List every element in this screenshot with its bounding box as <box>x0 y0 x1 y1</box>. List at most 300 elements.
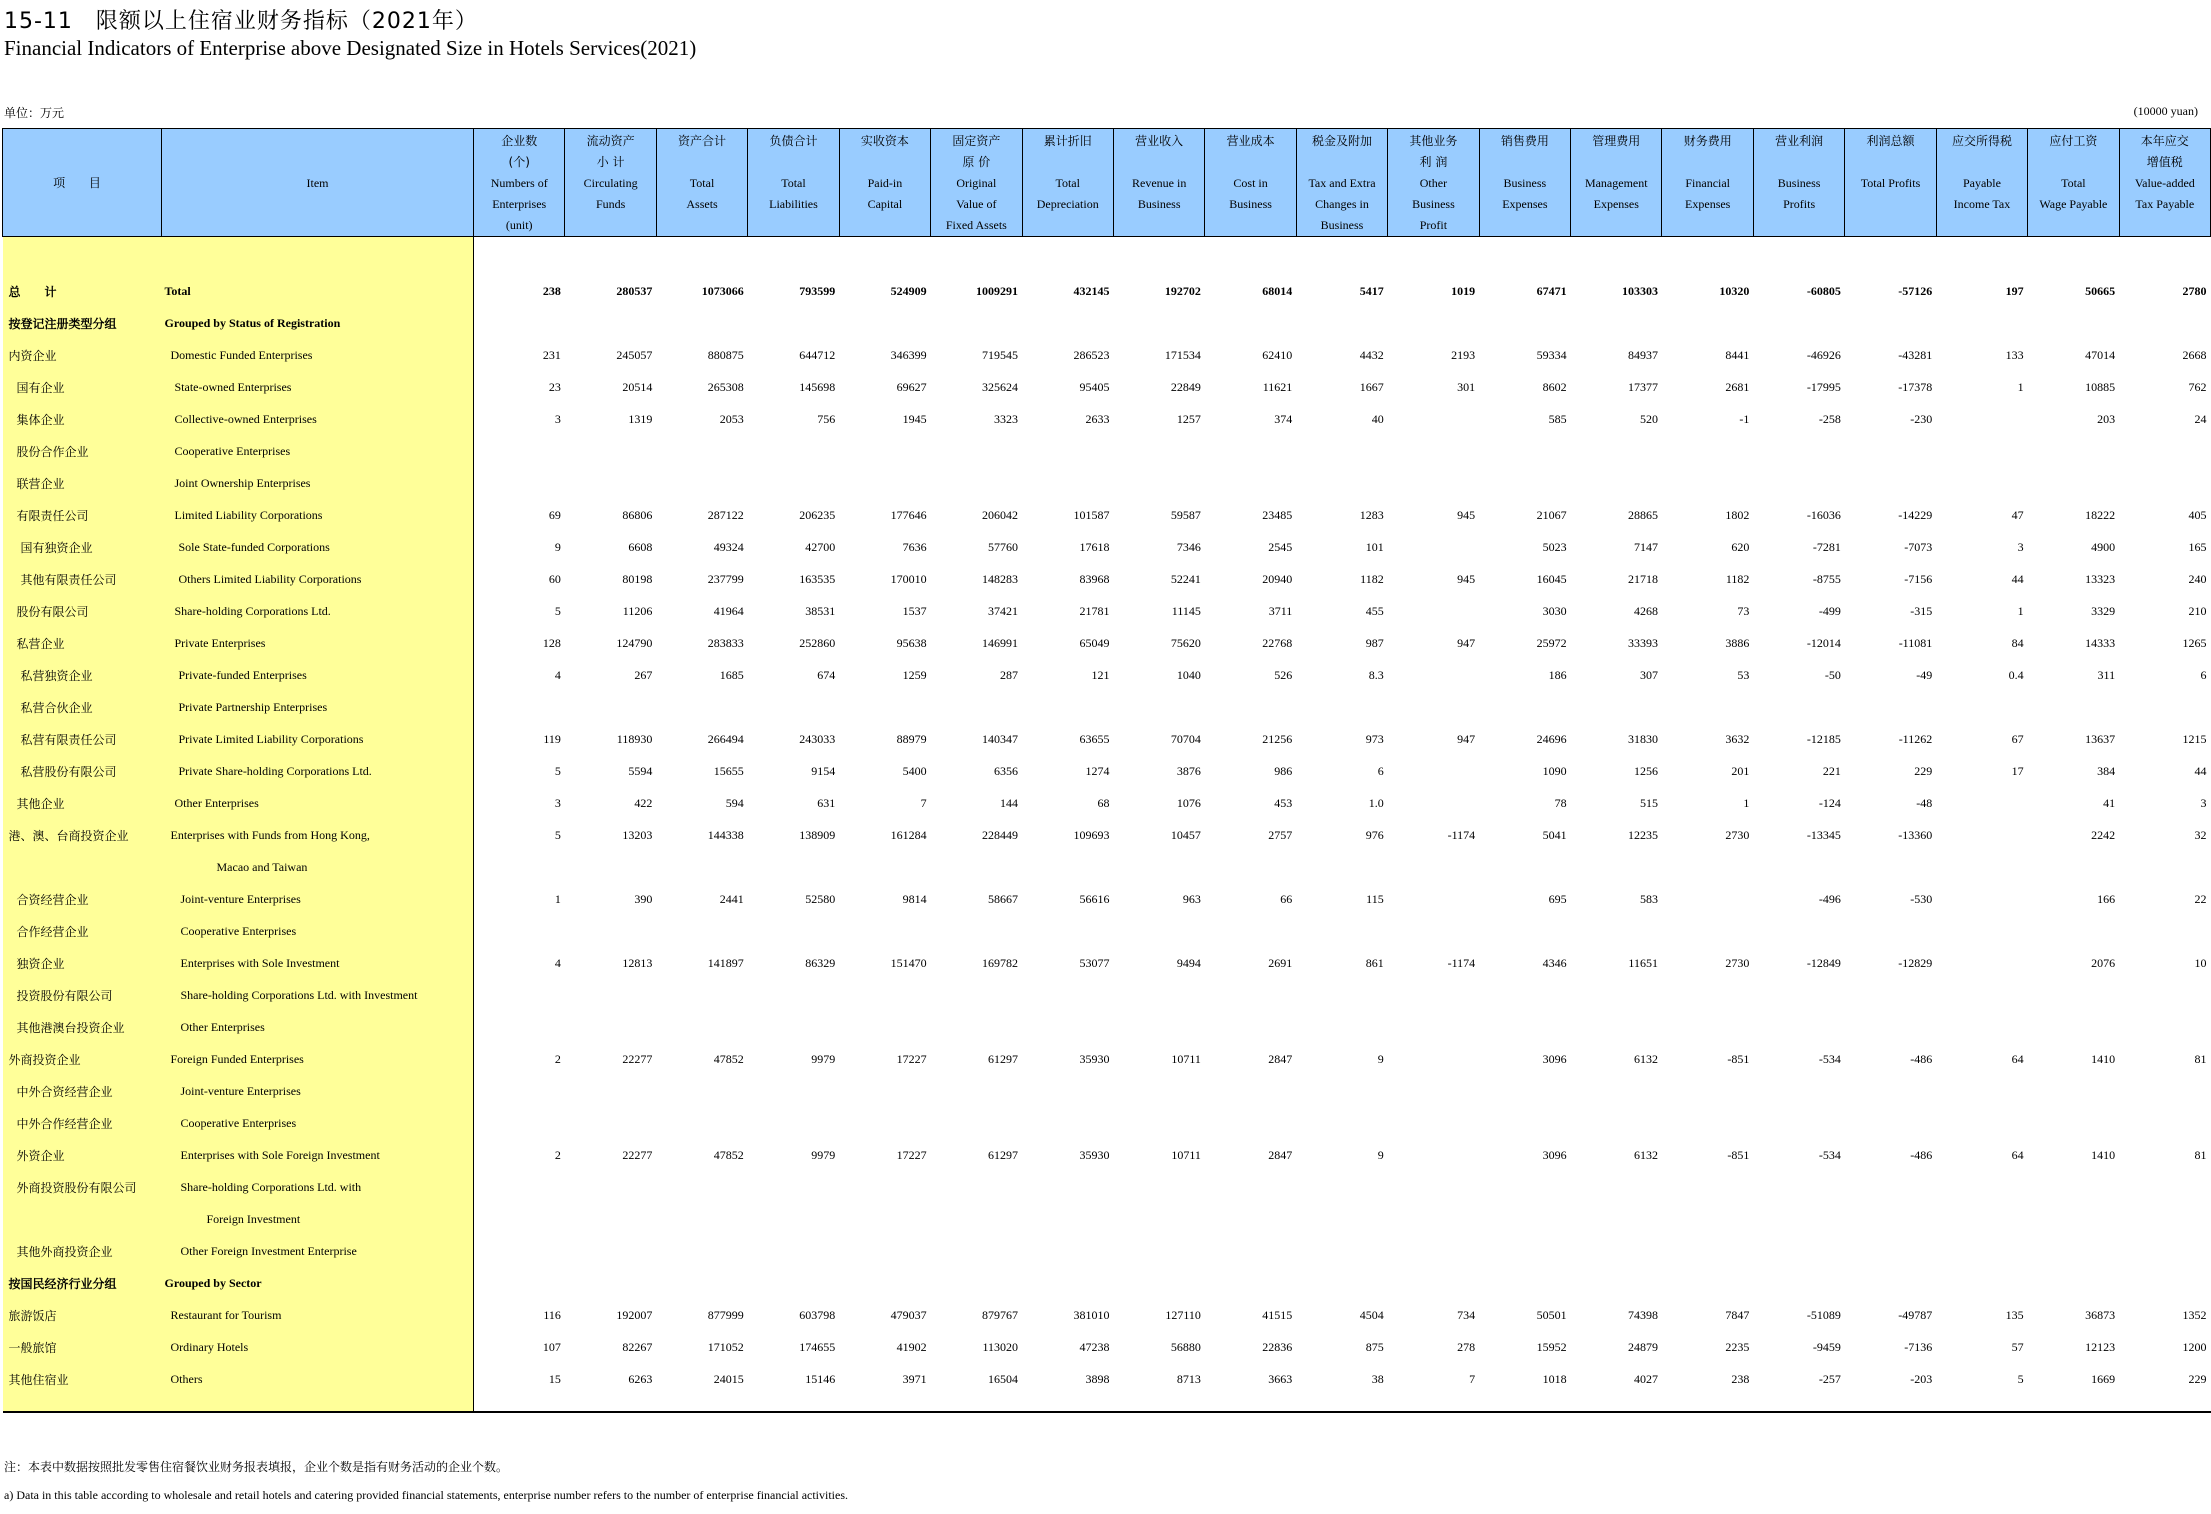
table-cell <box>1571 851 1662 883</box>
table-cell: 86329 <box>805 955 836 970</box>
table-cell: 103303 <box>1621 283 1658 298</box>
table-cell <box>748 691 839 723</box>
table-cell <box>1388 691 1479 723</box>
table-cell <box>1113 1395 1204 1412</box>
table-cell: 2691 <box>1268 955 1293 970</box>
table-cell <box>565 1203 656 1235</box>
table-cell: -499 <box>1818 603 1841 618</box>
column-header <box>565 129 656 237</box>
column-header-en: Circulating Funds <box>583 176 638 211</box>
table-cell <box>1571 1203 1662 1235</box>
row-label-zh: 其他有限责任公司 <box>3 563 162 595</box>
table-cell <box>1022 1075 1113 1107</box>
table-cell <box>2119 237 2210 276</box>
table-cell: 35930 <box>1079 1147 1110 1162</box>
table-cell: 64 <box>2011 1051 2024 1066</box>
column-header <box>1388 129 1479 237</box>
table-cell: 2681 <box>1725 379 1750 394</box>
row-label-en: Share-holding Corporations Ltd. with <box>162 1171 474 1203</box>
table-cell <box>839 691 930 723</box>
table-cell: 52241 <box>1170 571 1201 586</box>
table-cell <box>931 237 1022 276</box>
table-row <box>3 819 2211 851</box>
table-row <box>3 1043 2211 1075</box>
table-cell <box>1845 1395 1936 1412</box>
table-cell: 1076 <box>1176 795 1201 810</box>
table-cell: 10711 <box>1171 1147 1201 1162</box>
table-cell: 973 <box>1365 731 1384 746</box>
table-cell: 238 <box>542 283 561 298</box>
table-cell: -486 <box>1910 1147 1933 1162</box>
table-cell: 1 <box>554 891 561 906</box>
table-cell <box>1022 1395 1113 1412</box>
table-cell <box>839 307 930 339</box>
table-cell <box>1479 237 1570 276</box>
financial-indicators-table <box>2 128 2211 1413</box>
table-cell: 4268 <box>1633 603 1658 618</box>
table-cell <box>2119 1235 2210 1267</box>
row-label-zh: 合资经营企业 <box>3 883 162 915</box>
table-row <box>3 979 2211 1011</box>
column-header <box>2119 129 2210 237</box>
row-label-zh: 私营合伙企业 <box>3 691 162 723</box>
table-cell <box>1845 237 1936 276</box>
table-cell <box>1113 1107 1204 1139</box>
table-cell: 10885 <box>2085 379 2116 394</box>
table-cell <box>565 1107 656 1139</box>
table-cell <box>1022 1267 1113 1299</box>
row-label-zh <box>3 851 162 883</box>
table-cell <box>1753 1011 1844 1043</box>
table-cell: 206042 <box>982 507 1019 522</box>
table-cell: 286523 <box>1073 347 1110 362</box>
table-cell: 221 <box>1822 763 1841 778</box>
table-cell: 42700 <box>805 539 836 554</box>
table-cell: 121 <box>1091 667 1110 682</box>
table-cell: 3096 <box>1542 1051 1567 1066</box>
table-cell: 3323 <box>994 411 1019 426</box>
column-header <box>1662 129 1753 237</box>
table-cell: 3898 <box>1085 1371 1110 1386</box>
table-cell <box>565 1235 656 1267</box>
table-cell <box>1753 1267 1844 1299</box>
table-cell <box>1571 307 1662 339</box>
table-cell <box>1936 1075 2027 1107</box>
table-cell <box>1113 979 1204 1011</box>
table-cell: 1040 <box>1176 667 1201 682</box>
table-cell <box>565 1267 656 1299</box>
row-label-en: Restaurant for Tourism <box>162 1299 474 1331</box>
table-cell <box>1113 237 1204 276</box>
table-cell: -12849 <box>1806 955 1841 970</box>
row-label-zh: 其他外商投资企业 <box>3 1235 162 1267</box>
table-cell: 1256 <box>1633 763 1658 778</box>
table-cell: 197 <box>2005 283 2024 298</box>
table-cell <box>565 435 656 467</box>
table-cell: 1182 <box>1725 571 1750 586</box>
table-cell <box>565 1395 656 1412</box>
table-cell <box>931 307 1022 339</box>
table-cell: 17377 <box>1627 379 1658 394</box>
table-cell: 2545 <box>1268 539 1293 554</box>
table-cell <box>1113 851 1204 883</box>
table-cell: 17227 <box>896 1147 927 1162</box>
table-cell <box>1388 1011 1479 1043</box>
table-cell: 963 <box>1182 891 1201 906</box>
table-cell: 20940 <box>1262 571 1293 586</box>
table-cell <box>1845 1171 1936 1203</box>
table-cell <box>2028 1011 2119 1043</box>
table-cell <box>1113 1075 1204 1107</box>
table-cell <box>1205 1011 1296 1043</box>
table-cell <box>931 1395 1022 1412</box>
column-header-zh: 销售费用 <box>1500 134 1549 148</box>
row-label-zh: 集体企业 <box>3 403 162 435</box>
table-cell <box>656 1203 747 1235</box>
table-cell <box>2028 1203 2119 1235</box>
table-cell: 9154 <box>811 763 836 778</box>
table-cell: 138909 <box>799 827 836 842</box>
table-cell: -49 <box>1916 667 1933 682</box>
table-cell <box>839 1267 930 1299</box>
table-cell <box>1936 1171 2027 1203</box>
table-cell <box>1753 691 1844 723</box>
table-cell <box>1479 915 1570 947</box>
table-cell <box>1388 1107 1479 1139</box>
table-cell: 20514 <box>622 379 653 394</box>
table-cell <box>1205 1395 1296 1412</box>
table-cell: 40 <box>1371 411 1384 426</box>
table-cell <box>1662 883 1753 915</box>
table-cell: 9 <box>1377 1051 1384 1066</box>
table-cell <box>2028 691 2119 723</box>
table-cell: -7073 <box>1904 539 1933 554</box>
table-cell: 17227 <box>896 1051 927 1066</box>
table-cell <box>839 1203 930 1235</box>
table-cell: 311 <box>2097 667 2116 682</box>
table-cell: 2053 <box>719 411 744 426</box>
table-cell: 203 <box>2097 411 2116 426</box>
row-label-zh: 有限责任公司 <box>3 499 162 531</box>
row-label-en: Private Enterprises <box>162 627 474 659</box>
table-cell: 15655 <box>713 763 744 778</box>
table-cell: 57760 <box>988 539 1019 554</box>
table-cell <box>1205 307 1296 339</box>
table-cell <box>931 1203 1022 1235</box>
table-cell <box>1662 1235 1753 1267</box>
column-header <box>1296 129 1387 237</box>
table-cell: 18222 <box>2085 507 2116 522</box>
table-cell <box>1479 1075 1570 1107</box>
table-cell: 6356 <box>994 763 1019 778</box>
table-cell <box>1845 691 1936 723</box>
footnote-zh: 注：本表中数据按照批发零售住宿餐饮业财务报表填报，企业个数是指有财务活动的企业个数。 <box>4 1460 509 1474</box>
table-cell <box>565 237 656 276</box>
table-cell <box>565 1011 656 1043</box>
table-cell <box>474 851 565 883</box>
table-cell: 756 <box>817 411 836 426</box>
table-cell: 405 <box>2188 507 2207 522</box>
table-cell <box>1388 1235 1479 1267</box>
table-cell <box>1662 307 1753 339</box>
table-cell <box>1753 1395 1844 1412</box>
table-cell: 3 <box>2017 539 2024 554</box>
table-cell <box>748 1075 839 1107</box>
table-cell <box>1296 467 1387 499</box>
table-cell <box>1205 1171 1296 1203</box>
table-cell <box>1845 1267 1936 1299</box>
column-header-zh: 实收资本 <box>860 134 909 148</box>
table-cell: 520 <box>1639 411 1658 426</box>
table-cell <box>565 307 656 339</box>
table-cell: -1174 <box>1447 955 1476 970</box>
table-cell <box>474 435 565 467</box>
table-cell <box>1296 1075 1387 1107</box>
column-header <box>1113 129 1204 237</box>
table-cell <box>1205 915 1296 947</box>
table-cell: 53 <box>1737 667 1750 682</box>
table-cell <box>1479 1395 1570 1412</box>
table-cell <box>1388 883 1479 915</box>
table-cell: 9494 <box>1176 955 1201 970</box>
table-cell: 238 <box>1731 1371 1750 1386</box>
table-cell <box>1662 467 1753 499</box>
table-row <box>3 883 2211 915</box>
table-cell: 50665 <box>2085 283 2116 298</box>
table-cell: 1009291 <box>976 283 1019 298</box>
table-cell <box>1479 435 1570 467</box>
table-cell: 17 <box>2011 763 2024 778</box>
table-cell: 75620 <box>1170 635 1201 650</box>
table-cell: 6132 <box>1633 1051 1658 1066</box>
table-cell: 3886 <box>1725 635 1750 650</box>
table-row <box>3 467 2211 499</box>
table-cell: 101 <box>1365 539 1384 554</box>
table-cell <box>1753 1171 1844 1203</box>
table-cell: 594 <box>725 795 744 810</box>
row-label-en: Limited Liability Corporations <box>162 499 474 531</box>
table-cell: 947 <box>1457 635 1476 650</box>
table-cell <box>839 915 930 947</box>
column-header-zh: 财务费用 <box>1683 134 1732 148</box>
table-cell: -11262 <box>1898 731 1933 746</box>
table-cell <box>1936 1203 2027 1235</box>
table-cell <box>1296 1171 1387 1203</box>
table-cell <box>565 1075 656 1107</box>
table-cell: 3632 <box>1725 731 1750 746</box>
table-cell: 81 <box>2194 1051 2207 1066</box>
table-cell: -534 <box>1818 1147 1841 1162</box>
table-row <box>3 1011 2211 1043</box>
table-cell: 11145 <box>1171 603 1201 618</box>
table-cell: 57 <box>2011 1339 2024 1354</box>
table-cell <box>931 915 1022 947</box>
table-cell: 41902 <box>896 1339 927 1354</box>
table-cell <box>1845 851 1936 883</box>
table-cell: 16504 <box>988 1371 1019 1386</box>
table-cell: -203 <box>1910 1371 1933 1386</box>
table-cell: 44 <box>2194 763 2207 778</box>
table-cell <box>1388 979 1479 1011</box>
table-cell <box>1753 1203 1844 1235</box>
table-cell <box>748 1171 839 1203</box>
row-label-en: Domestic Funded Enterprises <box>162 339 474 371</box>
table-cell <box>1479 1107 1570 1139</box>
table-cell <box>2028 1171 2119 1203</box>
column-header-en: Other Business Profit <box>1412 176 1455 232</box>
table-cell: 32 <box>2194 827 2207 842</box>
table-cell: 877999 <box>707 1307 744 1322</box>
table-cell: 171052 <box>707 1339 744 1354</box>
table-cell: 1667 <box>1359 379 1384 394</box>
table-cell: 59334 <box>1536 347 1567 362</box>
table-cell <box>1936 435 2027 467</box>
table-cell: 1685 <box>719 667 744 682</box>
table-cell: 86806 <box>622 507 653 522</box>
table-cell: 78 <box>1554 795 1567 810</box>
row-label-en: Other Foreign Investment Enterprise <box>162 1235 474 1267</box>
table-cell: 10320 <box>1719 283 1750 298</box>
table-cell: 17618 <box>1079 539 1110 554</box>
table-cell <box>474 979 565 1011</box>
table-cell: 266494 <box>707 731 744 746</box>
table-cell: 583 <box>1639 891 1658 906</box>
table-cell: 0.4 <box>2008 667 2024 682</box>
table-cell <box>1113 435 1204 467</box>
table-cell <box>1113 915 1204 947</box>
row-label-zh: 联营企业 <box>3 467 162 499</box>
table-cell: 3030 <box>1542 603 1567 618</box>
row-label-en: Cooperative Enterprises <box>162 1107 474 1139</box>
table-cell <box>1479 691 1570 723</box>
table-cell <box>474 1267 565 1299</box>
column-header <box>2028 129 2119 237</box>
table-cell: 4027 <box>1633 1371 1658 1386</box>
table-cell: 25972 <box>1536 635 1567 650</box>
table-cell <box>931 1267 1022 1299</box>
table-cell <box>2119 1011 2210 1043</box>
table-cell: 8602 <box>1542 379 1567 394</box>
table-cell <box>1845 467 1936 499</box>
table-cell <box>474 1075 565 1107</box>
table-cell: 64 <box>2011 1147 2024 1162</box>
table-cell: -13345 <box>1806 827 1841 842</box>
table-row <box>3 1203 2211 1235</box>
table-cell <box>1022 1171 1113 1203</box>
table-cell <box>839 1011 930 1043</box>
table-cell: -57126 <box>1898 283 1933 298</box>
table-cell <box>1753 307 1844 339</box>
table-cell <box>1936 851 2027 883</box>
column-header-zh: 应交所得税 <box>1951 134 2012 148</box>
table-cell: 1.0 <box>1368 795 1384 810</box>
table-cell: 4346 <box>1542 955 1567 970</box>
table-cell: -1174 <box>1447 827 1476 842</box>
column-header-en: Total Wage Payable <box>2039 176 2108 211</box>
column-header-en: Cost in Business <box>1229 176 1272 211</box>
table-cell: 7346 <box>1176 539 1201 554</box>
table-cell: 945 <box>1457 571 1476 586</box>
table-cell: 10457 <box>1170 827 1201 842</box>
table-cell: 228449 <box>982 827 1019 842</box>
table-cell <box>748 851 839 883</box>
table-cell <box>1571 1107 1662 1139</box>
table-cell: 3876 <box>1176 763 1201 778</box>
table-cell: 265308 <box>707 379 744 394</box>
table-cell: 2193 <box>1451 347 1476 362</box>
row-label-en: Collective-owned Enterprises <box>162 403 474 435</box>
table-cell <box>1845 435 1936 467</box>
column-header-zh: 累计折旧 <box>1043 134 1092 148</box>
table-cell: 1319 <box>628 411 653 426</box>
table-cell <box>1662 237 1753 276</box>
row-label-zh <box>3 1395 162 1412</box>
table-cell: 6132 <box>1633 1147 1658 1162</box>
table-cell <box>1296 1107 1387 1139</box>
table-cell <box>1022 851 1113 883</box>
row-label-en: Cooperative Enterprises <box>162 435 474 467</box>
table-cell: 2847 <box>1268 1051 1293 1066</box>
table-cell: 644712 <box>799 347 836 362</box>
table-cell: 58667 <box>988 891 1019 906</box>
table-row <box>3 1107 2211 1139</box>
table-cell <box>1388 307 1479 339</box>
table-cell <box>2028 851 2119 883</box>
table-cell <box>1388 915 1479 947</box>
table-cell <box>1022 307 1113 339</box>
table-cell <box>474 307 565 339</box>
table-cell: 47 <box>2011 507 2024 522</box>
table-cell: 12813 <box>622 955 653 970</box>
table-cell: 8441 <box>1725 347 1750 362</box>
table-cell: 1265 <box>2182 635 2207 650</box>
table-cell: 24 <box>2194 411 2207 426</box>
row-label-en: Joint-venture Enterprises <box>162 1075 474 1107</box>
table-cell: -496 <box>1818 891 1841 906</box>
column-header-en: Original Value of Fixed Assets <box>945 176 1007 232</box>
footnote-en: a) Data in this table according to wholesale and retail hotels and catering provided financial statements, enterprise number refers to the number of enterprise financial activities. <box>4 1488 849 1502</box>
table-cell: 135 <box>2005 1307 2024 1322</box>
table-cell <box>2119 467 2210 499</box>
table-cell: 15146 <box>805 1371 836 1386</box>
row-label-zh: 国有企业 <box>3 371 162 403</box>
table-cell <box>2028 307 2119 339</box>
table-cell <box>1662 851 1753 883</box>
table-cell <box>474 237 565 276</box>
table-cell: 5 <box>554 603 561 618</box>
table-row <box>3 339 2211 371</box>
table-cell: 1 <box>2017 603 2024 618</box>
row-label-en: Private Partnership Enterprises <box>162 691 474 723</box>
table-cell: 38 <box>1371 1371 1384 1386</box>
table-cell: 390 <box>634 891 653 906</box>
table-cell <box>931 467 1022 499</box>
table-cell: -7156 <box>1904 571 1933 586</box>
table-cell: 82267 <box>622 1339 653 1354</box>
row-label-en: Others Limited Liability Corporations <box>162 563 474 595</box>
table-cell <box>1936 1107 2027 1139</box>
table-row <box>3 1235 2211 1267</box>
table-cell: 21718 <box>1627 571 1658 586</box>
row-label-en: Sole State-funded Corporations <box>162 531 474 563</box>
table-cell: 1018 <box>1542 1371 1567 1386</box>
table-cell <box>1113 691 1204 723</box>
column-header-zh: 营业利润 <box>1775 134 1824 148</box>
table-row <box>3 947 2211 979</box>
column-header-en: Financial Expenses <box>1685 176 1731 211</box>
table-cell <box>565 915 656 947</box>
table-cell: 2242 <box>2091 827 2116 842</box>
